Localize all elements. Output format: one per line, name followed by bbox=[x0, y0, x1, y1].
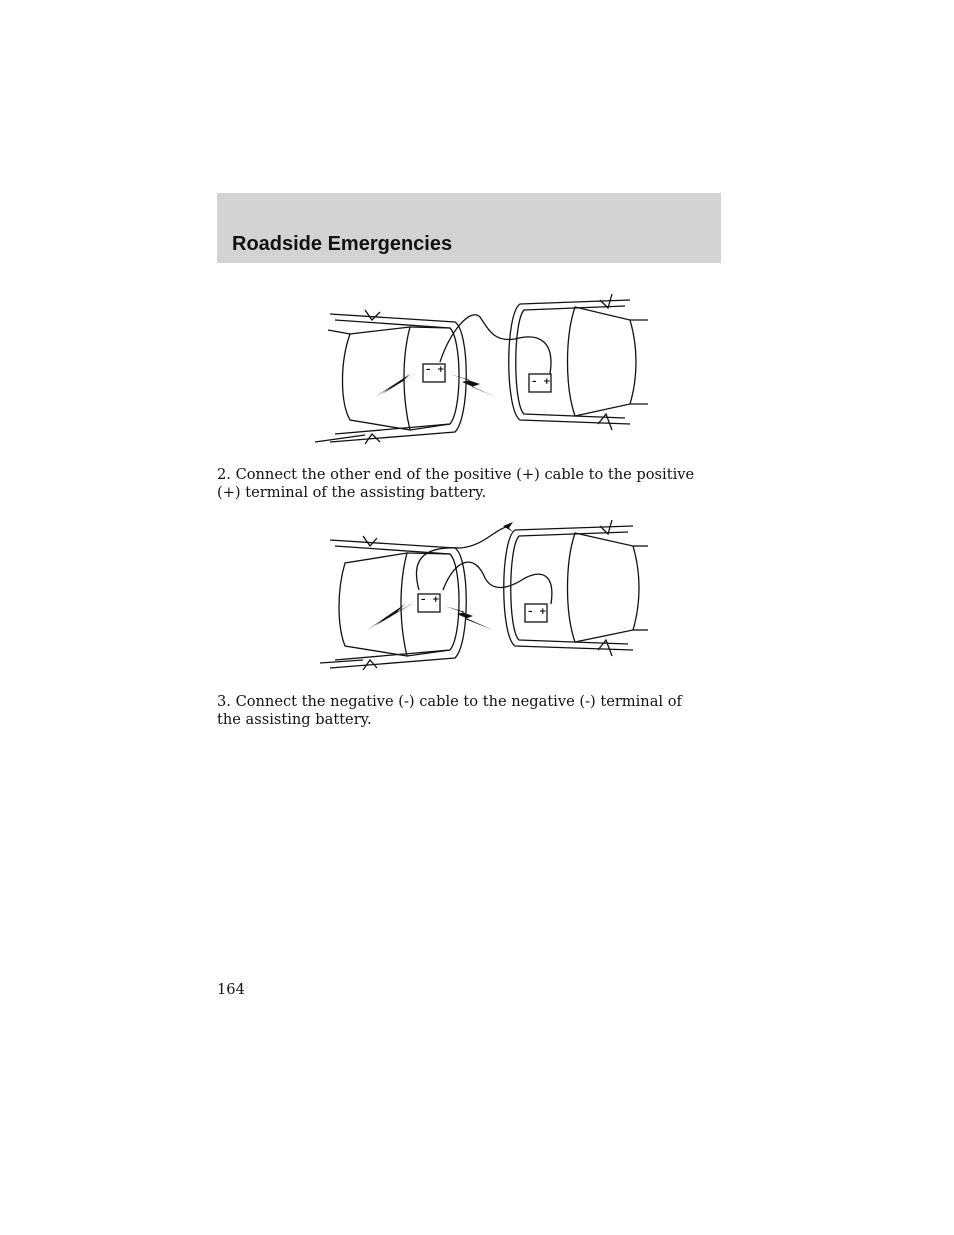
instruction-step-2: 2. Connect the other end of the positive (+) cable to the positive (+) terminal of the assisting battery. bbox=[217, 466, 695, 501]
disabled-battery-negative-label: – bbox=[421, 595, 426, 605]
assisting-battery-positive-label: + bbox=[543, 377, 551, 387]
instruction-step-3: 3. Connect the negative (-) cable to the negative (-) terminal of the assisting battery. bbox=[217, 693, 682, 728]
disabled-battery-negative-label: – bbox=[426, 365, 431, 375]
section-title: Roadside Emergencies bbox=[232, 233, 453, 255]
disabled-battery-positive-label: + bbox=[437, 365, 445, 375]
section-header-band bbox=[217, 193, 721, 263]
page-number: 164 bbox=[217, 981, 245, 998]
assisting-battery-positive-label: + bbox=[539, 607, 547, 617]
assisting-battery-negative-label: – bbox=[532, 377, 537, 387]
jump-start-diagram-step-2 bbox=[310, 292, 650, 452]
jump-start-diagram-step-3 bbox=[315, 518, 650, 678]
disabled-battery-positive-label: + bbox=[432, 595, 440, 605]
assisting-battery-negative-label: – bbox=[528, 607, 533, 617]
